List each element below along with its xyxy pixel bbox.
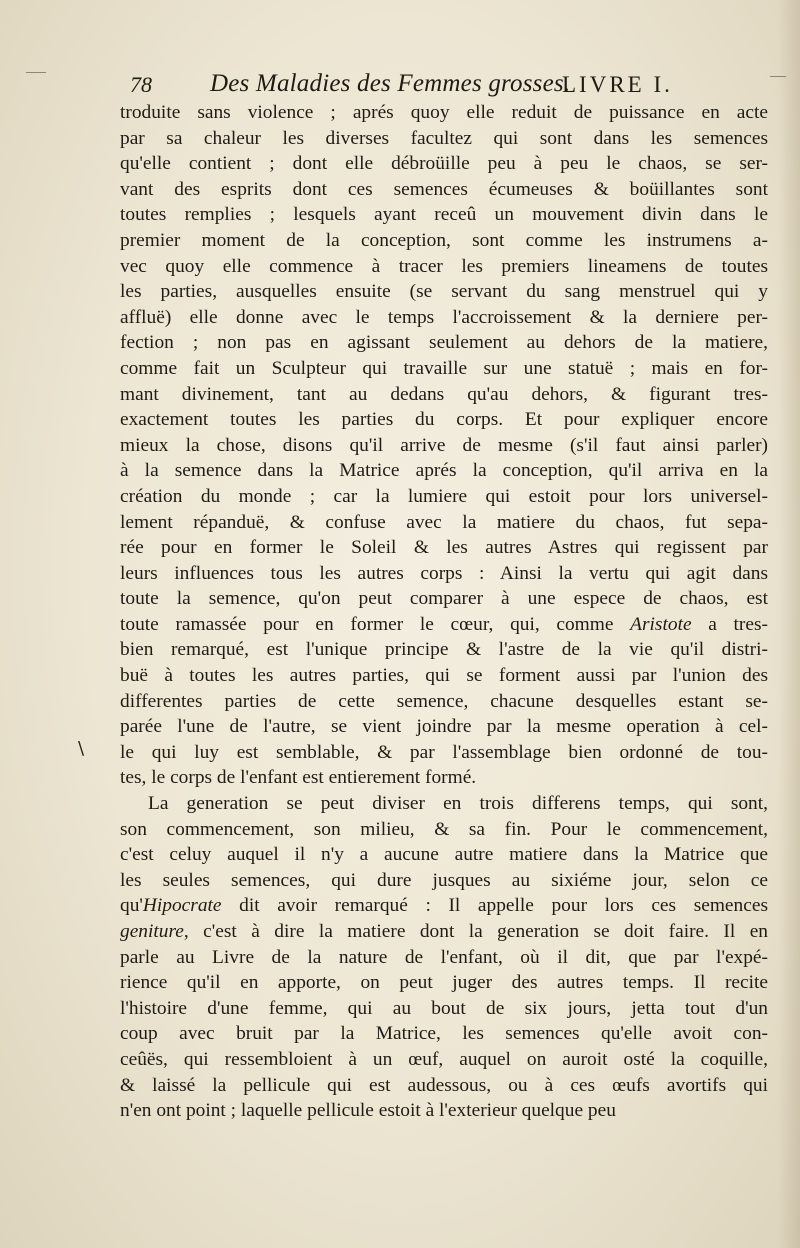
text-line: par sa chaleur les diverses facultez qui sont dans les semences <box>120 127 768 149</box>
text-line: son commencement, son milieu, & sa fin. Pour le commencement, <box>120 818 768 840</box>
text-line: bien remarqué, est l'unique principe & l'astre de la vie qu'il distri- <box>120 639 768 661</box>
text-line: lement répanduë, & confuse avec la matiere du chaos, fut sepa- <box>120 511 768 533</box>
text-line: ceûës, qui ressembloient à un œuf, auquel on auroit osté la coquille, <box>120 1048 768 1070</box>
text-line: rience qu'il en apporte, on peut juger des autres temps. Il recite <box>120 972 768 994</box>
page-number: 78 <box>130 72 152 97</box>
text-line: toute ramassée pour en former le cœur, qui, comme Aristote a tres- <box>120 613 768 635</box>
text-line: l'histoire d'une femme, qui au bout de six jours, jetta tout d'un <box>120 997 768 1019</box>
text-line: comme fait un Sculpteur qui travaille sur une statuë ; mais en for- <box>120 357 768 379</box>
margin-note: \ <box>78 738 85 759</box>
text-line: à la semence dans la Matrice aprés la conception, qu'il arriva en la <box>120 460 768 482</box>
text-line: qu'Hipocrate dit avoir remarqué : Il appelle pour lors ces semences <box>120 895 768 917</box>
text-line: parée l'une de l'autre, se vient joindre par la mesme operation à cel- <box>120 716 768 738</box>
page-edge-shadow <box>778 0 800 1248</box>
text-line: La generation se peut diviser en trois differens temps, qui sont, <box>148 793 768 815</box>
running-title: Des Maladies des Femmes grosses. <box>210 70 571 97</box>
text-line: leurs influences tous les autres corps : Ainsi la vertu qui agit dans <box>120 562 768 584</box>
text-line: le qui luy est semblable, & par l'assemblage bien ordonné de tou- <box>120 741 768 763</box>
body-text <box>120 100 768 1124</box>
text-line: exactement toutes les parties du corps. Et pour expliquer encore <box>120 409 768 431</box>
text-line: troduite sans violence ; aprés quoy elle reduit de puissance en acte <box>120 102 768 123</box>
text-line: qu'elle contient ; dont elle débroüille peu à peu le chaos, se ser- <box>120 153 768 175</box>
book-label: LIVRE I. <box>562 72 673 97</box>
text-line: vec quoy elle commence à tracer les premiers lineamens de toutes <box>120 255 768 277</box>
text-line: parle au Livre de la nature de l'enfant, où il dit, que par l'expé- <box>120 946 768 968</box>
text-line: c'est celuy auquel il n'y a aucune autre matiere dans la Matrice que <box>120 844 768 866</box>
text-line: differentes parties de cette semence, chacune desquelles estant se- <box>120 690 768 712</box>
text-line: geniture, c'est à dire la matiere dont la generation se doit faire. Il en <box>120 921 768 942</box>
text-line: rée pour en former le Soleil & les autres Astres qui regissent par <box>120 537 768 559</box>
text-line: les parties, ausquelles ensuite (se servant du sang menstruel qui y <box>120 281 768 303</box>
margin-rule-left <box>26 72 46 73</box>
text-line: création du monde ; car la lumiere qui estoit pour lors universel- <box>120 485 768 507</box>
text-line: buë à toutes les autres parties, qui se forment aussi par l'union des <box>120 665 768 687</box>
text-line: tes, le corps de l'enfant est entierement formé. <box>120 767 477 789</box>
text-line: coup avec bruit par la Matrice, les semences qu'elle avoit con- <box>120 1023 768 1045</box>
text-line: les seules semences, qui dure jusques au sixiéme jour, selon ce <box>120 869 768 891</box>
text-line: fection ; non pas en agissant seulement au dehors de la matiere, <box>120 332 768 354</box>
text-line: n'en ont point ; laquelle pellicule estoit à l'exterieur quelque peu <box>120 1100 616 1122</box>
text-line: premier moment de la conception, sont comme les instrumens a- <box>120 229 768 251</box>
text-line: toutes remplies ; lesquels ayant receû un mouvement divin dans le <box>120 204 768 226</box>
text-line: & laissé la pellicule qui est audessous, ou à ces œufs avortifs qui <box>120 1074 768 1096</box>
text-line: affluë) elle donne avec le temps l'accroissement & la derniere per- <box>120 306 768 328</box>
margin-rule-right <box>770 76 786 77</box>
page-header <box>130 70 690 104</box>
text-line: toute la semence, qu'on peut comparer à une espece de chaos, est <box>120 588 768 610</box>
text-line: vant des esprits dont ces semences écumeuses & boüillantes sont <box>120 178 768 200</box>
text-line: mant divinement, tant au dedans qu'au dehors, & figurant tres- <box>120 383 768 405</box>
text-line: mieux la chose, disons qu'il arrive de mesme (s'il faut ainsi parler) <box>120 434 768 456</box>
